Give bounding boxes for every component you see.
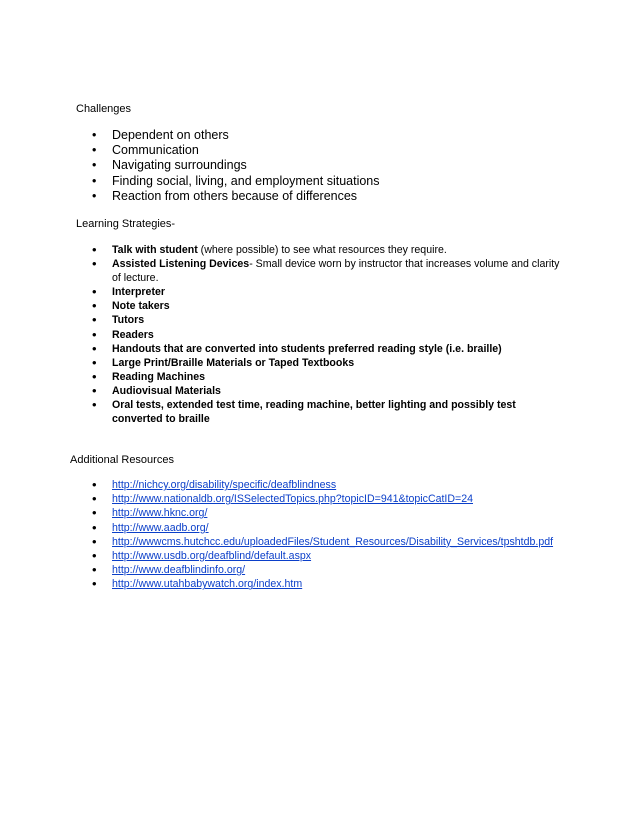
challenges-list bbox=[88, 128, 528, 204]
additional-resources-list bbox=[88, 478, 568, 592]
strategy-item bbox=[88, 328, 566, 342]
strategy-description: - Small device worn by instructor that increases volume and clarity of lecture. bbox=[112, 258, 560, 285]
strategy-title: Large Print/Braille Materials or Taped Textbooks bbox=[112, 356, 355, 369]
additional-resources-heading: Additional Resources bbox=[70, 454, 174, 466]
strategy-item bbox=[88, 313, 566, 327]
strategy-title: Readers bbox=[112, 328, 154, 341]
strategy-title: Note takers bbox=[112, 300, 170, 313]
resource-link[interactable]: http://nichcy.org/disability/specific/deafblindness bbox=[112, 479, 337, 491]
resource-link[interactable]: http://www.nationaldb.org/ISSelectedTopics.php?topicID=941&topicCatID=24 bbox=[112, 493, 473, 506]
challenges-heading: Challenges bbox=[76, 103, 132, 115]
resource-item bbox=[88, 577, 568, 591]
strategy-title: Assisted Listening Devices bbox=[112, 258, 250, 271]
resource-item bbox=[88, 478, 568, 492]
challenge-item: • Navigating surroundings bbox=[88, 158, 528, 173]
strategy-item bbox=[88, 285, 566, 299]
resource-link[interactable]: http://www.aadb.org/ bbox=[112, 521, 209, 534]
strategy-title: Audiovisual Materials bbox=[112, 384, 221, 397]
resource-link[interactable]: http://www.hknc.org/ bbox=[112, 507, 208, 520]
resource-link[interactable]: http://www.deafblindinfo.org/ bbox=[112, 564, 246, 577]
strategy-item bbox=[88, 356, 566, 370]
learning-strategies-heading: Learning Strategies- bbox=[76, 218, 176, 230]
resource-item bbox=[88, 549, 568, 563]
challenge-item: • Reaction from others because of differences bbox=[88, 189, 528, 204]
strategy-item bbox=[88, 384, 566, 398]
resource-item bbox=[88, 535, 568, 549]
strategy-item bbox=[88, 370, 566, 384]
strategy-title: Handouts that are converted into students preferred reading style (i.e. braille) bbox=[112, 342, 502, 355]
resource-item bbox=[88, 563, 568, 577]
resource-item bbox=[88, 492, 568, 506]
resource-link[interactable]: http://www.utahbabywatch.org/index.htm bbox=[112, 578, 303, 591]
strategy-title: Tutors bbox=[112, 314, 145, 327]
strategy-item bbox=[88, 342, 566, 356]
strategy-title: Oral tests, extended test time, reading machine, better lighting and possibly test converted to braille bbox=[112, 399, 516, 426]
strategy-title: Interpreter bbox=[112, 286, 165, 299]
strategy-item bbox=[88, 299, 566, 313]
challenge-item: • Dependent on others bbox=[88, 128, 528, 143]
strategy-item bbox=[88, 398, 566, 426]
resource-item bbox=[88, 506, 568, 520]
resource-link[interactable]: http://wwwcms.hutchcc.edu/uploadedFiles/Student_Resources/Disability_Services/tpshtdb.pdf bbox=[112, 535, 554, 548]
strategy-title: Talk with student bbox=[112, 244, 198, 256]
learning-strategies-list bbox=[88, 243, 566, 426]
resource-item bbox=[88, 521, 568, 535]
strategy-description: (where possible) to see what resources they require. bbox=[197, 244, 447, 256]
resource-link[interactable]: http://www.usdb.org/deafblind/default.aspx bbox=[112, 550, 312, 563]
strategy-item bbox=[88, 257, 566, 285]
challenge-item: • Finding social, living, and employment situations bbox=[88, 174, 528, 189]
strategy-title: Reading Machines bbox=[112, 370, 206, 383]
strategy-item bbox=[88, 243, 566, 257]
challenge-item: • Communication bbox=[88, 143, 528, 158]
